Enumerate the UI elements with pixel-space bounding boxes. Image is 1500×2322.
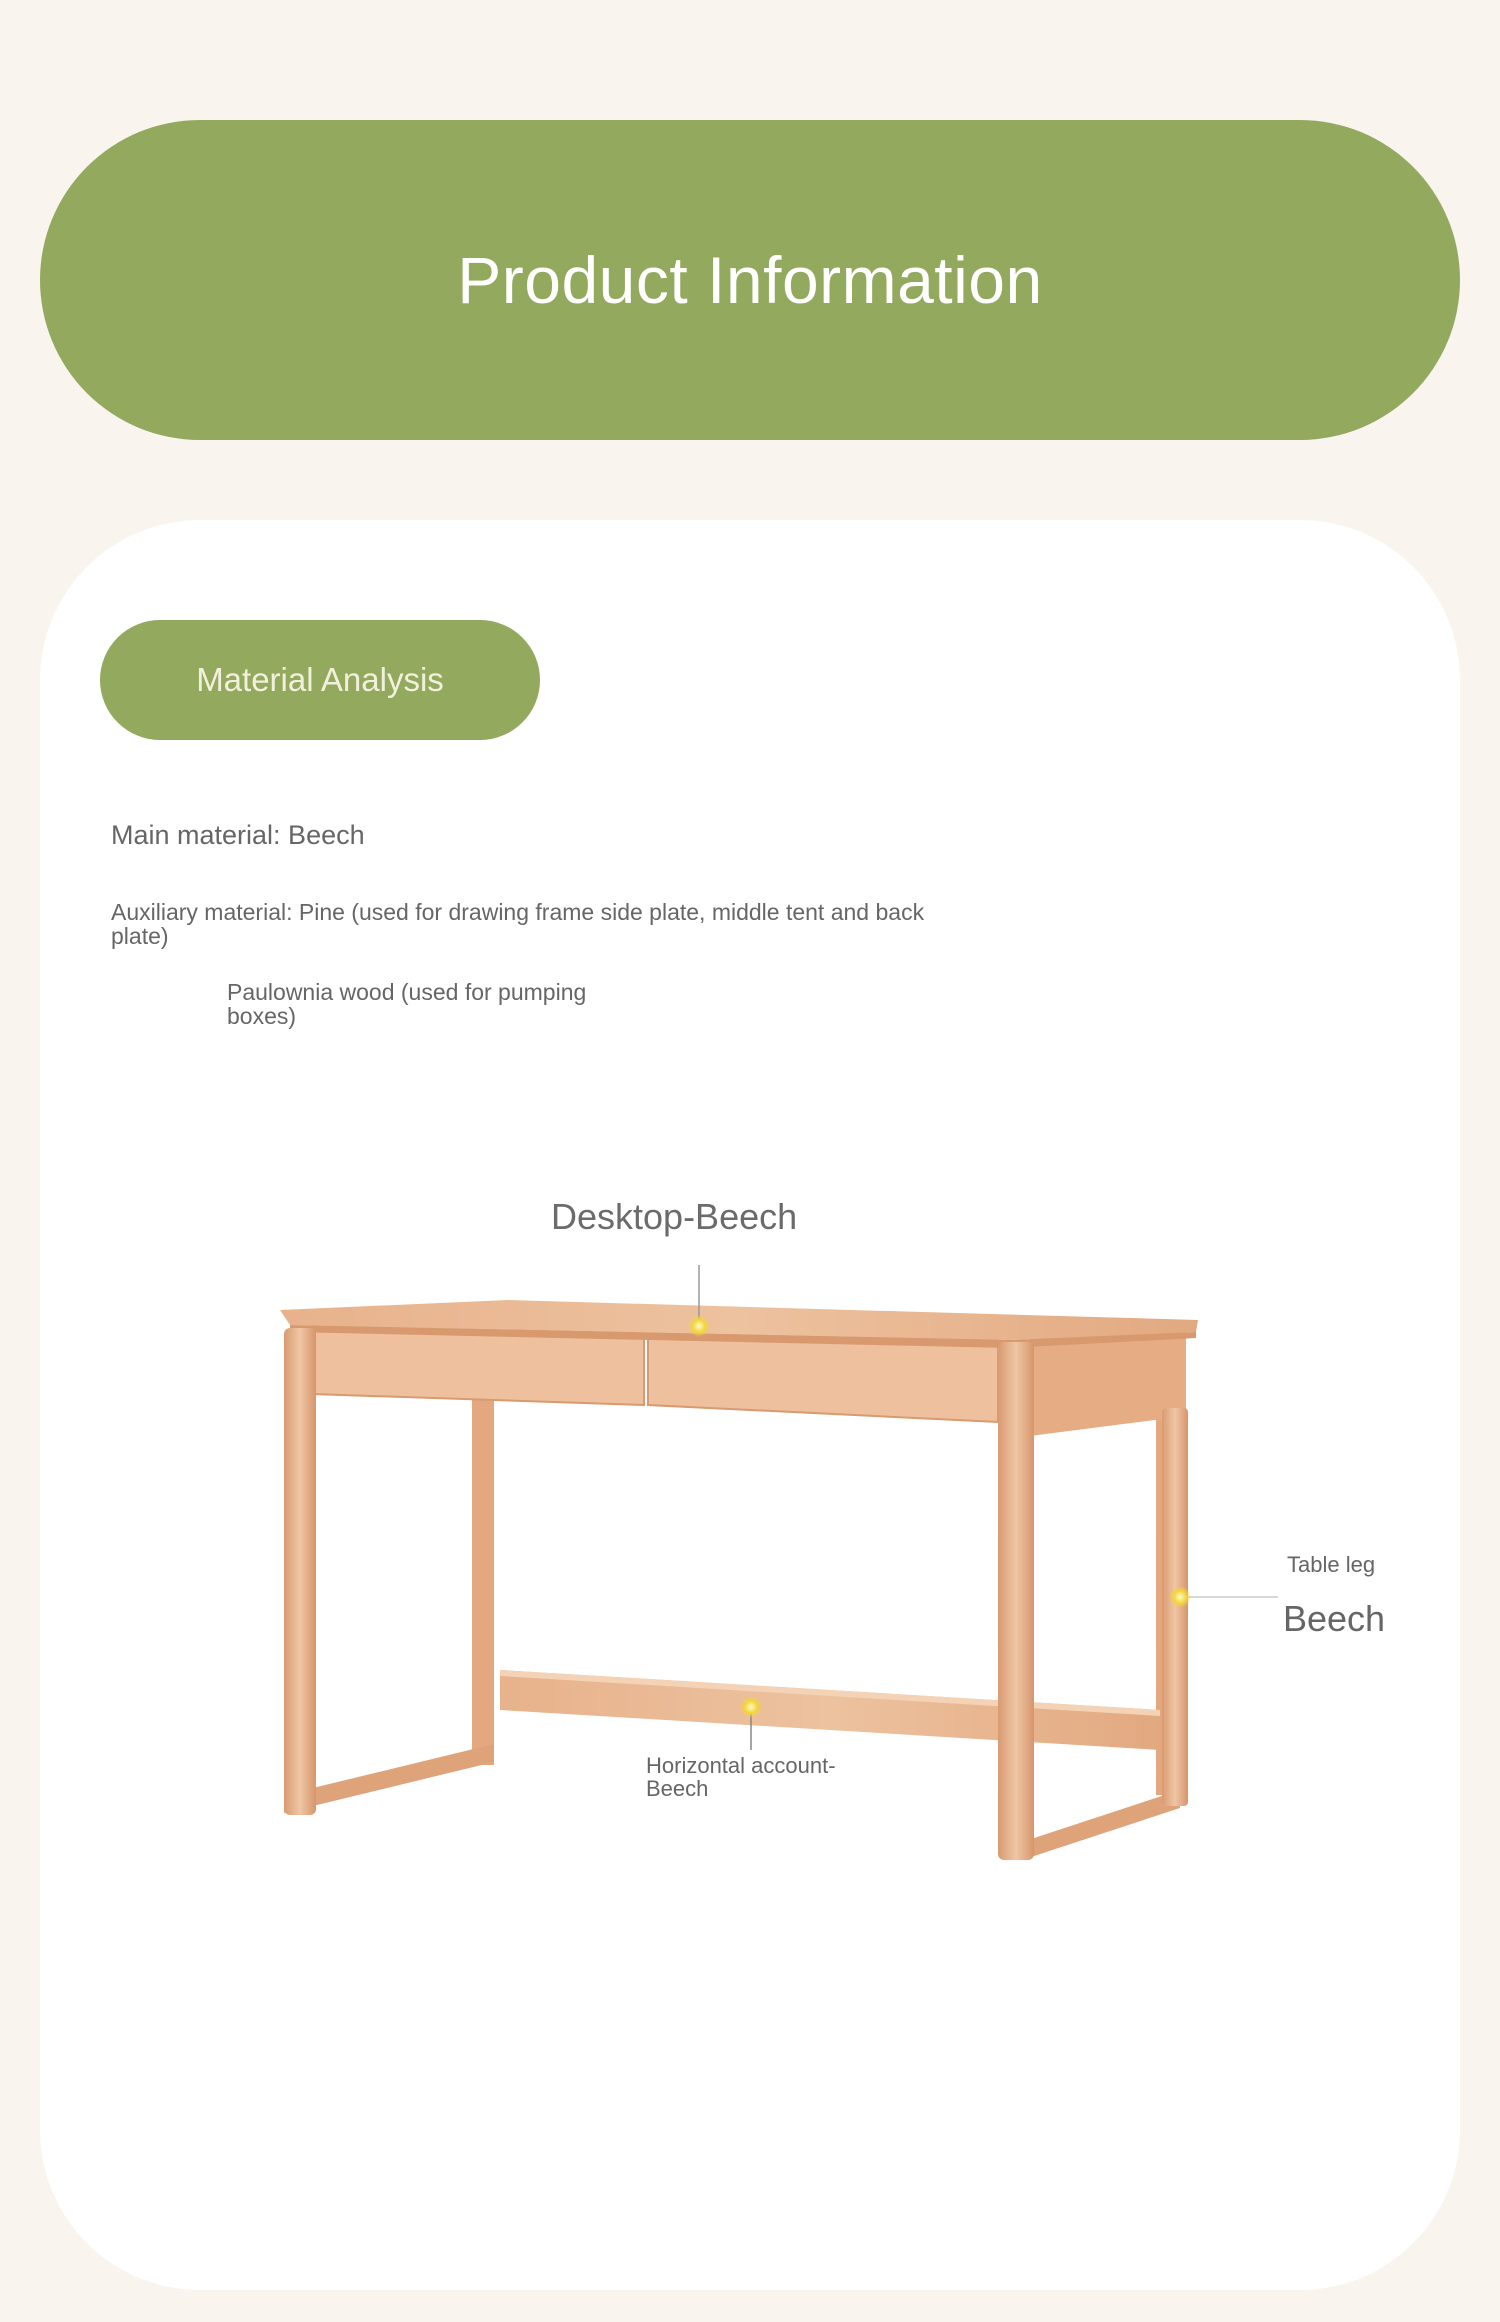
leg-dot-icon — [1169, 1586, 1191, 1608]
desk-illustration — [40, 520, 1460, 2290]
section-title: Material Analysis — [196, 661, 444, 698]
desktop-dot-icon — [688, 1315, 710, 1337]
horizontal-label: Horizontal account-Beech — [646, 1753, 836, 1801]
material-card — [40, 520, 1460, 2290]
paulownia-material-text: Paulownia wood (used for pumping boxes) — [227, 979, 587, 1029]
front-left-leg — [284, 1328, 316, 1815]
table-leg-material: Beech — [1283, 1598, 1386, 1639]
main-material-text: Main material: Beech — [111, 820, 365, 850]
desktop-label: Desktop-Beech — [551, 1196, 798, 1237]
desk-drawing — [40, 520, 1460, 2290]
auxiliary-material-text: Auxiliary material: Pine (used for drawing frame side plate, middle tent and back plate) — [111, 899, 925, 949]
horizontal-dot-icon — [740, 1696, 762, 1718]
table-leg-label: Table leg — [1287, 1552, 1376, 1577]
header-banner — [40, 120, 1460, 440]
page-title: Product Information — [457, 243, 1043, 317]
front-right-leg — [998, 1342, 1034, 1860]
right-bottom-rail — [1028, 1790, 1180, 1858]
back-left-leg — [472, 1375, 494, 1765]
